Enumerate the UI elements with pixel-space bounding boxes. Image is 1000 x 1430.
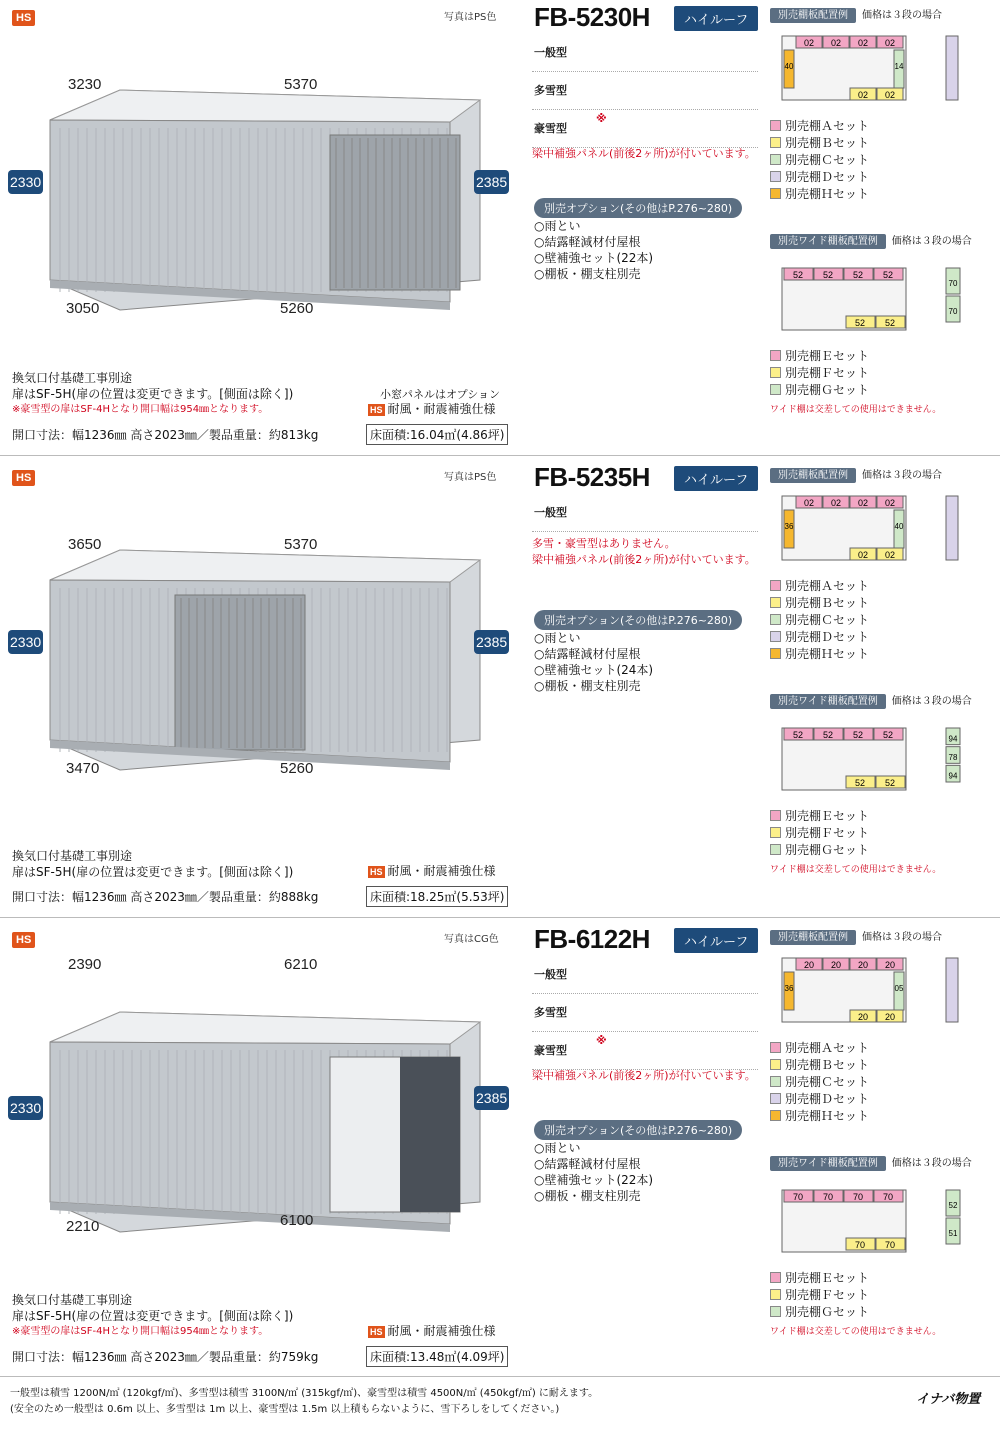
- brand-logo: イナバ物置: [916, 1391, 981, 1406]
- opening-dimensions: 開口寸法：幅1236㎜ 高さ2023㎜／製品重量：約888kg: [12, 890, 319, 904]
- dim-height-left: 2330: [8, 1096, 43, 1120]
- snow-type-label: 多雪型: [534, 1006, 567, 1019]
- shelf-number: 02: [857, 38, 869, 48]
- shelf-number: 20: [830, 960, 842, 970]
- wide-legend-item: [770, 1270, 869, 1287]
- wide-shelf-heading: [770, 1154, 972, 1169]
- shed-illustration: [10, 962, 510, 1262]
- shelf-diagram: [770, 952, 970, 1034]
- shed-image: [10, 962, 510, 1262]
- legend-swatch: [770, 350, 781, 361]
- wide-shelf-note: ワイド棚は交差しての使用はできません。: [770, 405, 942, 415]
- dim-bottom-depth: 3470: [66, 760, 100, 777]
- wide-shelf-number: 70: [792, 1192, 804, 1202]
- wide-shelf-number: 52: [852, 270, 864, 280]
- shelf-number: 02: [884, 38, 896, 48]
- shelf-legend-item: [770, 135, 869, 152]
- wide-legend-item: [770, 1304, 869, 1321]
- dim-height-left: 2330: [8, 170, 43, 194]
- wide-shelf-number: 70: [822, 1192, 834, 1202]
- wide-shelf-heading-tag: 別売ワイド棚板配置例: [770, 694, 886, 709]
- floor-area: 床面積:18.25㎡(5.53坪): [366, 886, 508, 907]
- shelf-legend-label: 別売棚Ｃセット: [785, 1075, 870, 1089]
- wide-legend-item: [770, 348, 869, 365]
- section-divider: [0, 455, 1000, 456]
- wide-legend-label: 別売棚Ｆセット: [785, 366, 870, 380]
- wide-legend-label: 別売棚Ｆセット: [785, 1288, 870, 1302]
- shelf-number: 14: [894, 62, 904, 71]
- option-item: ○棚板・棚支柱別売: [534, 1189, 641, 1203]
- floor-area: 床面積:16.04㎡(4.86坪): [366, 424, 508, 445]
- shelf-legend: [770, 1040, 869, 1125]
- hs-small-badge: HS: [370, 1327, 383, 1337]
- snow-type-row: [532, 494, 758, 532]
- legend-swatch: [770, 827, 781, 838]
- note-red: ※豪雪型の扉はSF-4Hとなり開口幅は954㎜となります。: [12, 404, 269, 415]
- wide-legend-item: [770, 808, 869, 825]
- window-option-note: 小窓パネルはオプション: [380, 388, 501, 401]
- section-divider: [0, 1376, 1000, 1377]
- opening-dimensions: 開口寸法：幅1236㎜ 高さ2023㎜／製品重量：約759kg: [12, 1350, 319, 1364]
- wide-legend-item: [770, 382, 869, 399]
- photo-note: 写真はCG色: [444, 934, 499, 945]
- legend-swatch: [770, 367, 781, 378]
- red-note-line: 梁中補強パネル(前後2ヶ所)が付いています。: [532, 553, 756, 566]
- wide-shelf-number: 52: [852, 730, 864, 740]
- dim-top-width: 5370: [284, 76, 318, 93]
- wide-shelf-price-note: 価格は３段の場合: [891, 236, 972, 247]
- snow-type-label: 豪雪型: [534, 1044, 567, 1057]
- roof-type: ハイルーフ: [674, 6, 758, 31]
- wide-shelf-legend: [770, 348, 869, 399]
- wide-shelf-number: 94: [948, 734, 958, 744]
- dim-bottom-width: 5260: [280, 300, 314, 317]
- spec-line: [368, 862, 496, 879]
- shelf-heading-tag: 別売棚板配置例: [770, 468, 856, 483]
- shelf-heading: [770, 6, 942, 21]
- legend-swatch: [770, 1110, 781, 1121]
- roof-type: ハイルーフ: [674, 466, 758, 491]
- option-item: ○壁補強セット(24本): [534, 663, 654, 677]
- shelf-legend-item: [770, 169, 869, 186]
- legend-swatch: [770, 631, 781, 642]
- shelf-number: 02: [857, 498, 869, 508]
- model-number: FB-5235H: [534, 462, 650, 492]
- shelf-heading: [770, 466, 942, 481]
- options-heading: 別売オプション(その他はP.276~280): [534, 610, 742, 630]
- wide-legend-label: 別売棚Ｇセット: [785, 843, 870, 857]
- wide-shelf-number: 52: [948, 1201, 958, 1210]
- shelf-legend-item: [770, 1040, 869, 1057]
- shelf-number: 36: [784, 522, 794, 531]
- shelf-legend-item: [770, 646, 869, 663]
- wide-legend-label: 別売棚Ｅセット: [785, 1271, 870, 1285]
- wide-shelf-number: 94: [948, 771, 958, 781]
- wide-shelf-number: 78: [948, 753, 958, 762]
- wide-shelf-heading: [770, 692, 972, 707]
- notes-block: [12, 1292, 293, 1340]
- dim-top-width: 5370: [284, 536, 318, 553]
- note-line: 換気口付基礎工事別途: [12, 371, 133, 385]
- wide-shelf-legend: [770, 1270, 869, 1321]
- options-list: [534, 630, 653, 694]
- snow-type-label: 一般型: [534, 968, 567, 981]
- model-number: FB-6122H: [534, 924, 650, 954]
- roof-type: ハイルーフ: [674, 928, 758, 953]
- shelf-legend-item: [770, 118, 869, 135]
- hs-badge: HS: [12, 10, 35, 26]
- spec-line: [368, 1322, 496, 1339]
- shelf-legend-item: [770, 612, 869, 629]
- wide-legend-label: 別売棚Ｆセット: [785, 826, 870, 840]
- shelf-legend-item: [770, 152, 869, 169]
- shelf-heading-tag: 別売棚板配置例: [770, 8, 856, 23]
- legend-swatch: [770, 1042, 781, 1053]
- legend-swatch: [770, 1059, 781, 1070]
- shelf-number: 40: [894, 522, 904, 531]
- wide-shelf-number: 52: [854, 318, 866, 328]
- dim-height-right: 2385: [474, 630, 509, 654]
- shelf-layout-diagram: [770, 490, 970, 568]
- shelf-legend-label: 別売棚Ｄセット: [785, 1092, 870, 1106]
- shelf-legend-label: 別売棚Ｃセット: [785, 153, 870, 167]
- legend-swatch: [770, 597, 781, 608]
- legend-swatch: [770, 810, 781, 821]
- spec-text: 耐風・耐震補強仕様: [387, 1324, 496, 1338]
- shelf-heading: [770, 928, 942, 943]
- dim-bottom-width: 6100: [280, 1212, 314, 1229]
- legend-swatch: [770, 188, 781, 199]
- dim-height-right: 2385: [474, 170, 509, 194]
- legend-swatch: [770, 137, 781, 148]
- option-item: ○壁補強セット(22本): [534, 1173, 654, 1187]
- shelf-diagram: [770, 490, 970, 572]
- shelf-number: 40: [784, 62, 794, 71]
- wide-legend-item: [770, 365, 869, 382]
- legend-swatch: [770, 171, 781, 182]
- note-line: 換気口付基礎工事別途: [12, 1293, 133, 1307]
- shelf-layout-diagram: [770, 30, 970, 108]
- spec-line: [368, 400, 496, 417]
- product-section-1: [0, 0, 1000, 460]
- shelf-number: 02: [884, 90, 896, 100]
- shelf-legend-label: 別売棚Ａセット: [785, 579, 870, 593]
- wide-legend-label: 別売棚Ｅセット: [785, 809, 870, 823]
- photo-note: 写真はPS色: [444, 472, 497, 483]
- wide-shelf-number: 70: [882, 1192, 894, 1202]
- note-line: 扉はSF-5H(扉の位置は変更できます。[側面は除く]): [12, 865, 294, 879]
- shelf-heading-tag: 別売棚板配置例: [770, 930, 856, 945]
- note-line: 換気口付基礎工事別途: [12, 849, 133, 863]
- snow-type-row: [532, 994, 758, 1032]
- product-section-2: [0, 460, 1000, 920]
- notes-block: [12, 370, 293, 418]
- option-item: ○結露軽減材付屋根: [534, 235, 641, 249]
- legend-swatch: [770, 648, 781, 659]
- wide-shelf-legend: [770, 808, 869, 859]
- dim-bottom-width: 5260: [280, 760, 314, 777]
- footer-line-1: 一般型は積雪 1200N/㎡ (120kgf/㎡)、多雪型は積雪 3100N/㎡ (315kgf/㎡)、豪雪型は積雪 4500N/㎡ (450kgf/㎡) に耐えます。: [10, 1388, 599, 1399]
- option-item: ○結露軽減材付屋根: [534, 1157, 641, 1171]
- shelf-legend-item: [770, 1108, 869, 1125]
- wide-shelf-number: 52: [884, 318, 896, 328]
- wide-shelf-layout-diagram: [770, 722, 970, 798]
- section-divider: [0, 917, 1000, 918]
- note-red: ※豪雪型の扉はSF-4Hとなり開口幅は954㎜となります。: [12, 1326, 269, 1337]
- legend-swatch: [770, 1076, 781, 1087]
- wide-legend-item: [770, 842, 869, 859]
- shelf-number: 20: [803, 960, 815, 970]
- dim-top-depth: 3650: [68, 536, 102, 553]
- snow-type-row: [532, 956, 758, 994]
- wide-shelf-diagram: [770, 722, 970, 802]
- wide-shelf-heading: [770, 232, 972, 247]
- shelf-price-note: 価格は３段の場合: [862, 470, 942, 481]
- wide-shelf-number: 70: [852, 1192, 864, 1202]
- wide-shelf-layout-diagram: [770, 1184, 970, 1260]
- dim-height-left: 2330: [8, 630, 43, 654]
- red-note-line: 多雪・豪雪型はありません。: [532, 537, 676, 550]
- red-note-line: 梁中補強パネル(前後2ヶ所)が付いています。: [532, 1069, 756, 1082]
- wide-shelf-diagram: [770, 1184, 970, 1264]
- options-heading: 別売オプション(その他はP.276~280): [534, 198, 742, 218]
- notes-block: [12, 848, 293, 880]
- option-item: ○棚板・棚支柱別売: [534, 679, 641, 693]
- shelf-number: 36: [784, 984, 794, 993]
- shelf-legend: [770, 118, 869, 203]
- options-list: [534, 1140, 653, 1204]
- shelf-number: 02: [830, 38, 842, 48]
- wide-shelf-number: 52: [882, 730, 894, 740]
- wide-shelf-number: 70: [884, 1240, 896, 1250]
- snow-type-row: [532, 34, 758, 72]
- shelf-number: 02: [857, 90, 869, 100]
- hs-badge: HS: [12, 470, 35, 486]
- shelf-legend-label: 別売棚Ａセット: [785, 1041, 870, 1055]
- snow-type-list: [532, 956, 758, 1070]
- option-item: ○棚板・棚支柱別売: [534, 267, 641, 281]
- shelf-number: 02: [857, 550, 869, 560]
- options-list: [534, 218, 653, 282]
- shelf-legend-item: [770, 186, 869, 203]
- shelf-legend-item: [770, 1057, 869, 1074]
- wide-legend-item: [770, 1287, 869, 1304]
- wide-shelf-note: ワイド棚は交差しての使用はできません。: [770, 1327, 942, 1337]
- wide-shelf-note: ワイド棚は交差しての使用はできません。: [770, 865, 942, 875]
- wide-shelf-number: 52: [792, 730, 804, 740]
- shelf-number: 02: [884, 550, 896, 560]
- shelf-legend-item: [770, 629, 869, 646]
- spec-text: 耐風・耐震補強仕様: [387, 402, 496, 416]
- legend-swatch: [770, 614, 781, 625]
- wide-shelf-number: 70: [854, 1240, 866, 1250]
- legend-swatch: [770, 1093, 781, 1104]
- floor-area: 床面積:13.48㎡(4.09坪): [366, 1346, 508, 1367]
- legend-swatch: [770, 384, 781, 395]
- snow-type-row: [532, 72, 758, 110]
- shelf-number: 20: [857, 1012, 869, 1022]
- snow-type-list: [532, 494, 758, 532]
- wide-shelf-number: 52: [884, 778, 896, 788]
- shelf-legend-label: 別売棚Ｈセット: [785, 187, 870, 201]
- wide-legend-label: 別売棚Ｇセット: [785, 1305, 870, 1319]
- shelf-legend-label: 別売棚Ｂセット: [785, 1058, 870, 1072]
- legend-swatch: [770, 120, 781, 131]
- option-item: ○結露軽減材付屋根: [534, 647, 641, 661]
- shelf-legend-label: 別売棚Ｈセット: [785, 647, 870, 661]
- shelf-legend-item: [770, 578, 869, 595]
- legend-swatch: [770, 154, 781, 165]
- red-notes: [532, 536, 756, 568]
- option-item: ○雨とい: [534, 219, 581, 233]
- wide-shelf-number: 51: [948, 1229, 958, 1238]
- wide-legend-label: 別売棚Ｇセット: [785, 383, 870, 397]
- snow-type-row: [532, 1032, 758, 1070]
- wide-shelf-number: 52: [882, 270, 894, 280]
- photo-note: 写真はPS色: [444, 12, 497, 23]
- dim-top-depth: 2390: [68, 956, 102, 973]
- hs-badge: HS: [12, 932, 35, 948]
- note-line: 扉はSF-5H(扉の位置は変更できます。[側面は除く]): [12, 1309, 294, 1323]
- wide-shelf-number: 70: [948, 307, 958, 316]
- snow-type-row: [532, 110, 758, 148]
- legend-swatch: [770, 580, 781, 591]
- shelf-legend-item: [770, 595, 869, 612]
- option-item: ○雨とい: [534, 1141, 581, 1155]
- shelf-legend: [770, 578, 869, 663]
- legend-swatch: [770, 1289, 781, 1300]
- shelf-legend-label: 別売棚Ｂセット: [785, 136, 870, 150]
- product-section-3: [0, 922, 1000, 1382]
- hs-small-badge: HS: [370, 867, 383, 877]
- dim-top-depth: 3230: [68, 76, 102, 93]
- shelf-legend-label: 別売棚Ｄセット: [785, 630, 870, 644]
- wide-shelf-number: 52: [792, 270, 804, 280]
- legend-swatch: [770, 844, 781, 855]
- option-item: ○雨とい: [534, 631, 581, 645]
- snow-type-label: 一般型: [534, 46, 567, 59]
- option-item: ○壁補強セット(22本): [534, 251, 654, 265]
- snow-load-footer: [10, 1386, 598, 1418]
- wide-shelf-layout-diagram: [770, 262, 970, 338]
- shelf-price-note: 価格は３段の場合: [862, 10, 942, 21]
- shelf-legend-label: 別売棚Ａセット: [785, 119, 870, 133]
- wide-shelf-number: 52: [854, 778, 866, 788]
- shelf-number: 02: [803, 38, 815, 48]
- note-line: 扉はSF-5H(扉の位置は変更できます。[側面は除く]): [12, 387, 294, 401]
- snow-type-label: 豪雪型: [534, 122, 567, 135]
- wide-legend-item: [770, 825, 869, 842]
- wide-shelf-number: 52: [822, 270, 834, 280]
- wide-shelf-number: 52: [822, 730, 834, 740]
- snow-type-list: [532, 34, 758, 148]
- shelf-number: 20: [884, 960, 896, 970]
- dim-bottom-depth: 2210: [66, 1218, 100, 1235]
- dim-top-width: 6210: [284, 956, 318, 973]
- dim-bottom-depth: 3050: [66, 300, 100, 317]
- dim-height-right: 2385: [474, 1086, 509, 1110]
- opening-dimensions: 開口寸法：幅1236㎜ 高さ2023㎜／製品重量：約813kg: [12, 428, 319, 442]
- red-note-line: 梁中補強パネル(前後2ヶ所)が付いています。: [532, 147, 756, 160]
- wide-shelf-heading-tag: 別売ワイド棚板配置例: [770, 234, 886, 249]
- shelf-legend-label: 別売棚Ｄセット: [785, 170, 870, 184]
- type-mark: ※: [596, 112, 607, 125]
- shelf-legend-item: [770, 1074, 869, 1091]
- spec-text: 耐風・耐震補強仕様: [387, 864, 496, 878]
- type-mark: ※: [596, 1034, 607, 1047]
- shelf-layout-diagram: [770, 952, 970, 1030]
- snow-type-label: 一般型: [534, 506, 567, 519]
- red-notes: [532, 1068, 756, 1084]
- shelf-diagram: [770, 30, 970, 112]
- snow-type-label: 多雪型: [534, 84, 567, 97]
- wide-shelf-number: 70: [948, 279, 958, 288]
- shelf-legend-label: 別売棚Ｃセット: [785, 613, 870, 627]
- hs-small-badge: HS: [370, 405, 383, 415]
- wide-shelf-price-note: 価格は３段の場合: [891, 1158, 972, 1169]
- footer-line-2: (安全のため一般型は 0.6m 以上、多雪型は 1m 以上、豪雪型は 1.5m 以上積もらないように、雪下ろしをしてください。): [10, 1404, 560, 1415]
- wide-legend-label: 別売棚Ｅセット: [785, 349, 870, 363]
- shelf-number: 05: [894, 984, 904, 993]
- shelf-number: 20: [884, 1012, 896, 1022]
- shelf-price-note: 価格は３段の場合: [862, 932, 942, 943]
- legend-swatch: [770, 1272, 781, 1283]
- wide-shelf-diagram: [770, 262, 970, 342]
- legend-swatch: [770, 1306, 781, 1317]
- shelf-legend-item: [770, 1091, 869, 1108]
- shelf-legend-label: 別売棚Ｈセット: [785, 1109, 870, 1123]
- wide-shelf-price-note: 価格は３段の場合: [891, 696, 972, 707]
- model-number: FB-5230H: [534, 2, 650, 32]
- shelf-number: 02: [884, 498, 896, 508]
- options-heading: 別売オプション(その他はP.276~280): [534, 1120, 742, 1140]
- shelf-number: 20: [857, 960, 869, 970]
- shelf-legend-label: 別売棚Ｂセット: [785, 596, 870, 610]
- wide-shelf-heading-tag: 別売ワイド棚板配置例: [770, 1156, 886, 1171]
- shelf-number: 02: [803, 498, 815, 508]
- shelf-number: 02: [830, 498, 842, 508]
- red-notes: [532, 146, 756, 162]
